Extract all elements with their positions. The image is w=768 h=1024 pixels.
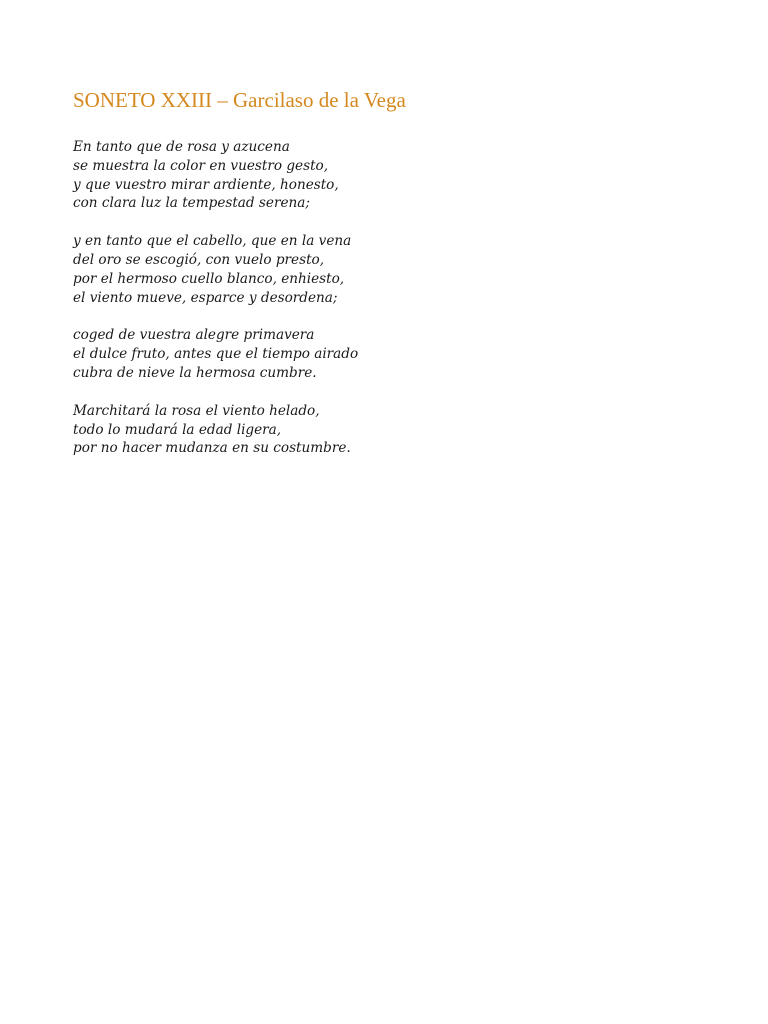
poem-line: y en tanto que el cabello, que en la vena [73,233,352,250]
stanza-3 [73,326,713,382]
poem-line: Marchitará la rosa el viento helado, [73,402,320,419]
poem-line: con clara luz la tempestad serena; [73,195,310,212]
poem-line: se muestra la color en vuestro gesto, [73,157,329,174]
poem-line: el dulce fruto, antes que el tiempo airado [73,346,359,363]
poem-line: coged de vuestra alegre primavera [73,327,315,344]
poem-line: En tanto que de rosa y azucena [73,139,290,155]
poem-title: SONETO XXIII – Garcilaso de la Vega [73,88,406,112]
poem-line: por no hacer mudanza en su costumbre. [73,440,351,457]
poem-line: por el hermoso cuello blanco, enhiesto, [73,270,345,287]
stanza-2 [73,232,713,307]
stanza-4 [73,402,713,458]
poem-line: el viento mueve, esparce y desordena; [73,289,338,306]
stanza-1 [73,138,713,213]
poem-body [73,138,713,477]
poem-line: del oro se escogió, con vuelo presto, [73,251,325,268]
poem-line: cubra de nieve la hermosa cumbre. [73,364,317,381]
poem-line: y que vuestro mirar ardiente, honesto, [73,176,339,193]
poem-line: todo lo mudará la edad ligera, [73,421,282,438]
